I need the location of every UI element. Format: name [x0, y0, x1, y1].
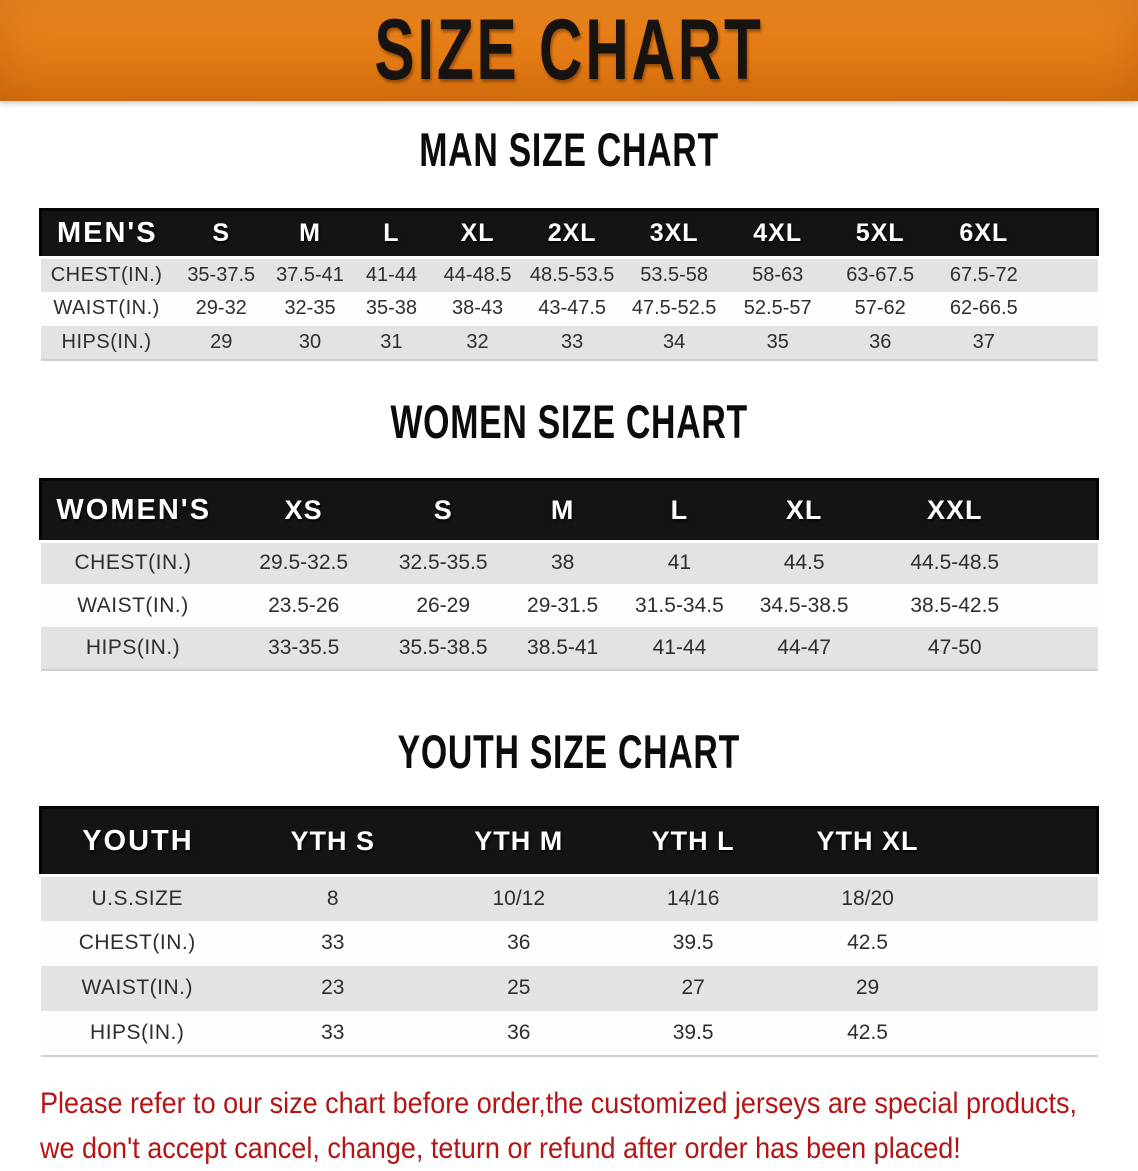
size-cell: 36 — [432, 921, 606, 966]
table-row — [41, 627, 1098, 670]
size-cell: 32-35 — [270, 292, 350, 326]
size-cell: 39.5 — [606, 1011, 780, 1056]
row-label: HIPS(IN.) — [41, 326, 173, 360]
size-cell: 14/16 — [606, 876, 780, 921]
size-cell: 25 — [432, 966, 606, 1011]
youth-col-header: YTH S — [234, 808, 432, 876]
size-cell: 36 — [432, 1011, 606, 1056]
men-col-header: 4XL — [726, 210, 829, 258]
filler-cell — [955, 808, 1098, 876]
women-header-row — [41, 479, 1098, 541]
filler-cell — [1036, 210, 1097, 258]
size-cell: 35-38 — [350, 292, 432, 326]
women-section — [0, 395, 1138, 672]
men-heading — [0, 123, 1138, 186]
filler-cell — [1036, 258, 1097, 292]
table-row — [41, 292, 1098, 326]
filler-cell — [1039, 627, 1097, 670]
youth-heading — [0, 725, 1138, 788]
size-cell: 37.5-41 — [270, 258, 350, 292]
size-cell: 58-63 — [726, 258, 829, 292]
table-row — [41, 876, 1098, 921]
size-cell: 35 — [726, 326, 829, 360]
size-cell: 57-62 — [829, 292, 932, 326]
size-cell: 29 — [173, 326, 270, 360]
youth-header-row — [41, 808, 1098, 876]
men-col-header: 2XL — [522, 210, 621, 258]
size-cell: 44.5-48.5 — [870, 541, 1039, 584]
row-label: CHEST(IN.) — [41, 258, 173, 292]
table-row — [41, 541, 1098, 584]
row-label: HIPS(IN.) — [41, 1011, 234, 1056]
row-label: CHEST(IN.) — [41, 921, 234, 966]
size-cell: 29.5-32.5 — [225, 541, 381, 584]
size-cell: 67.5-72 — [931, 258, 1036, 292]
size-cell: 48.5-53.5 — [522, 258, 621, 292]
size-cell: 29-32 — [173, 292, 270, 326]
size-cell: 18/20 — [780, 876, 954, 921]
notice-line-2: we don't accept cancel, change, teturn or refund after order has been placed! — [40, 1131, 961, 1165]
size-cell: 30 — [270, 326, 350, 360]
size-cell: 63-67.5 — [829, 258, 932, 292]
size-cell: 32.5-35.5 — [382, 541, 505, 584]
filler-cell — [1036, 326, 1097, 360]
filler-cell — [1036, 292, 1097, 326]
size-cell: 35.5-38.5 — [382, 627, 505, 670]
filler-cell — [1039, 479, 1097, 541]
size-cell: 23.5-26 — [225, 584, 381, 627]
size-cell: 38 — [505, 541, 621, 584]
men-col-header: 6XL — [931, 210, 1036, 258]
men-col-header: 3XL — [622, 210, 727, 258]
row-label: CHEST(IN.) — [41, 541, 226, 584]
youth-section — [0, 725, 1138, 1057]
size-cell: 34.5-38.5 — [738, 584, 870, 627]
size-cell: 31 — [350, 326, 432, 360]
size-cell: 34 — [622, 326, 727, 360]
filler-cell — [1039, 541, 1097, 584]
size-cell: 47-50 — [870, 627, 1039, 670]
women-col-header: S — [382, 479, 505, 541]
size-cell: 53.5-58 — [622, 258, 727, 292]
size-cell: 41-44 — [350, 258, 432, 292]
row-label: WAIST(IN.) — [41, 584, 226, 627]
size-cell: 62-66.5 — [931, 292, 1036, 326]
filler-cell — [955, 921, 1098, 966]
men-col-header: 5XL — [829, 210, 932, 258]
size-cell: 42.5 — [780, 1011, 954, 1056]
size-cell: 41 — [621, 541, 738, 584]
size-cell: 38-43 — [433, 292, 523, 326]
size-cell: 29-31.5 — [505, 584, 621, 627]
women-size-table — [39, 478, 1099, 672]
women-heading-text: WOMEN SIZE CHART — [390, 394, 748, 448]
women-heading — [0, 395, 1138, 458]
filler-cell — [955, 966, 1098, 1011]
men-size-table — [39, 208, 1099, 361]
size-cell: 32 — [433, 326, 523, 360]
size-cell: 37 — [931, 326, 1036, 360]
table-row — [41, 326, 1098, 360]
youth-size-table — [39, 806, 1099, 1057]
size-cell: 44.5 — [738, 541, 870, 584]
men-col-header: S — [173, 210, 270, 258]
men-col-header: XL — [433, 210, 523, 258]
size-cell: 8 — [234, 876, 432, 921]
footer-notice — [0, 1081, 1138, 1171]
notice-line-1: Please refer to our size chart before order,the customized jerseys are special products, — [40, 1086, 1078, 1120]
women-col-header: XS — [225, 479, 381, 541]
size-cell: 33 — [234, 1011, 432, 1056]
size-cell: 27 — [606, 966, 780, 1011]
size-cell: 26-29 — [382, 584, 505, 627]
filler-cell — [955, 1011, 1098, 1056]
size-cell: 43-47.5 — [522, 292, 621, 326]
youth-group-label: YOUTH — [41, 808, 234, 876]
row-label: U.S.SIZE — [41, 876, 234, 921]
banner-title: SIZE CHART — [374, 2, 764, 98]
women-col-header: L — [621, 479, 738, 541]
men-col-header: M — [270, 210, 350, 258]
size-cell: 44-48.5 — [433, 258, 523, 292]
size-cell: 33 — [522, 326, 621, 360]
size-cell: 23 — [234, 966, 432, 1011]
men-col-header: L — [350, 210, 432, 258]
men-header-row — [41, 210, 1098, 258]
filler-cell — [955, 876, 1098, 921]
size-cell: 33-35.5 — [225, 627, 381, 670]
size-cell: 47.5-52.5 — [622, 292, 727, 326]
size-cell: 44-47 — [738, 627, 870, 670]
size-cell: 38.5-42.5 — [870, 584, 1039, 627]
size-cell: 38.5-41 — [505, 627, 621, 670]
men-group-label: MEN'S — [41, 210, 173, 258]
women-col-header: XL — [738, 479, 870, 541]
table-row — [41, 584, 1098, 627]
table-row — [41, 1011, 1098, 1056]
size-cell: 41-44 — [621, 627, 738, 670]
size-cell: 39.5 — [606, 921, 780, 966]
table-row — [41, 921, 1098, 966]
size-cell: 10/12 — [432, 876, 606, 921]
filler-cell — [1039, 584, 1097, 627]
men-heading-text: MAN SIZE CHART — [419, 123, 719, 176]
women-col-header: M — [505, 479, 621, 541]
size-cell: 33 — [234, 921, 432, 966]
row-label: HIPS(IN.) — [41, 627, 226, 670]
size-cell: 29 — [780, 966, 954, 1011]
youth-col-header: YTH XL — [780, 808, 954, 876]
row-label: WAIST(IN.) — [41, 966, 234, 1011]
table-row — [41, 966, 1098, 1011]
women-group-label: WOMEN'S — [41, 479, 226, 541]
women-col-header: XXL — [870, 479, 1039, 541]
banner — [0, 0, 1138, 101]
men-section — [0, 123, 1138, 361]
size-cell: 42.5 — [780, 921, 954, 966]
youth-col-header: YTH L — [606, 808, 780, 876]
youth-col-header: YTH M — [432, 808, 606, 876]
size-cell: 36 — [829, 326, 932, 360]
size-cell: 31.5-34.5 — [621, 584, 738, 627]
row-label: WAIST(IN.) — [41, 292, 173, 326]
table-row — [41, 258, 1098, 292]
size-cell: 35-37.5 — [173, 258, 270, 292]
youth-heading-text: YOUTH SIZE CHART — [397, 725, 741, 778]
size-cell: 52.5-57 — [726, 292, 829, 326]
